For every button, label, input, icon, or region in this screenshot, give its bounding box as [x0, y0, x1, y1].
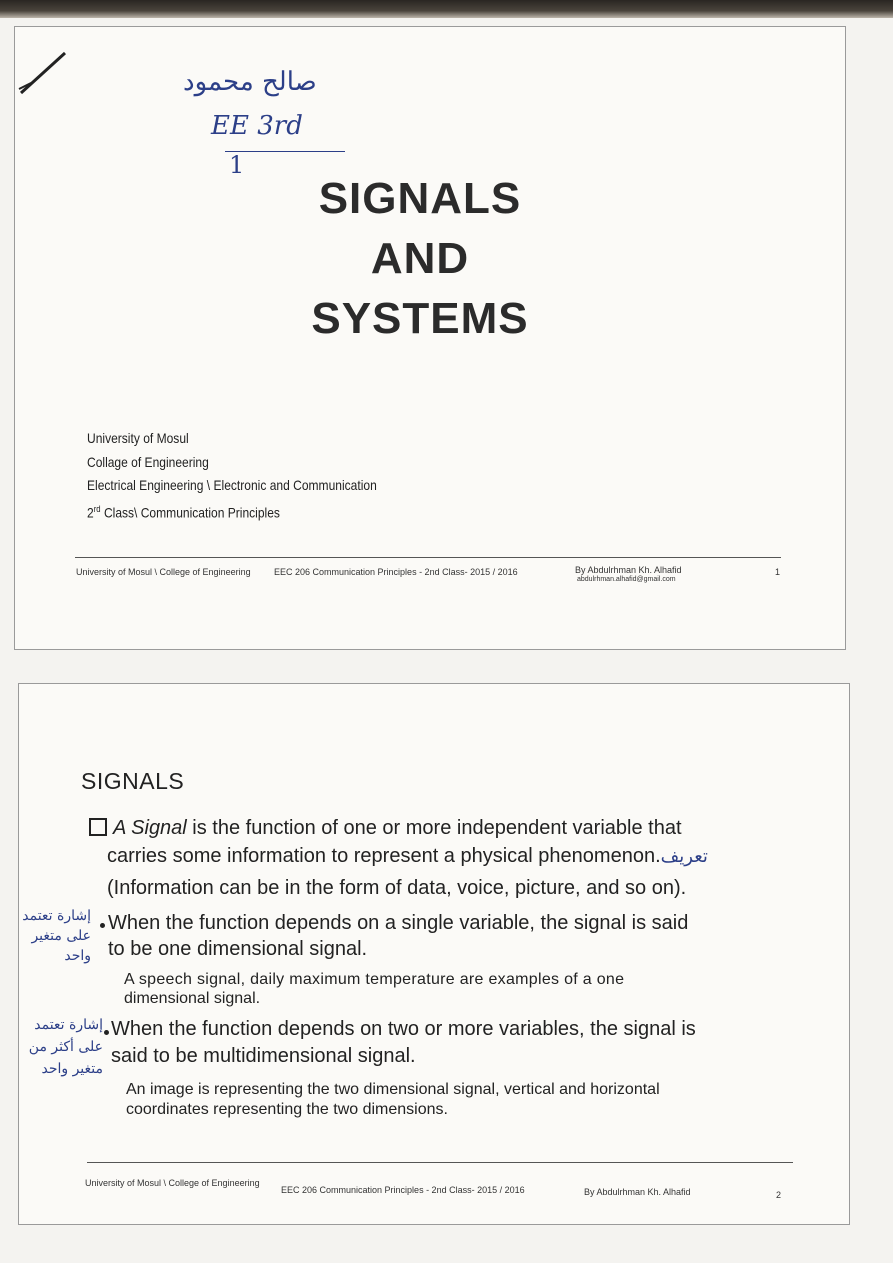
- handwritten-class: EE 3rd: [211, 111, 303, 141]
- checkmark-icon: [17, 49, 69, 97]
- footer-university: University of Mosul \ College of Engineering: [85, 1178, 260, 1188]
- handwritten-note-definition: تعريف: [660, 846, 708, 867]
- section-heading: SIGNALS: [81, 768, 185, 794]
- bullet-icon: [104, 1030, 109, 1035]
- footer-rule: [87, 1162, 793, 1163]
- checkbox-icon: [89, 818, 107, 836]
- college-name: Collage of Engineering: [87, 453, 209, 470]
- footer-university: University of Mosul \ College of Engineering: [76, 567, 251, 577]
- bullet-2-example-1: An image is representing the two dimensional signal, vertical and horizontal: [126, 1081, 660, 1098]
- definition-line-1: is the function of one or more independent variable that: [186, 817, 682, 839]
- bullet-1-example-2: dimensional signal.: [124, 990, 261, 1007]
- bullet-2-line-2: said to be multidimensional signal.: [111, 1045, 416, 1067]
- title-line-2: AND: [370, 234, 470, 283]
- page-number: 1: [775, 567, 781, 577]
- footer-rule: [75, 557, 781, 558]
- class-info: 2rd Class\ Communication Principles: [87, 503, 280, 521]
- bullet-2-example-2: coordinates representing the two dimensions.: [126, 1101, 448, 1118]
- bullet-1-line-1: When the function depends on a single variable, the signal is said: [108, 912, 689, 934]
- institution-info: [87, 427, 377, 525]
- bullet-icon: [100, 923, 105, 928]
- footer-email: abdulrhman.alhafid@gmail.com: [577, 576, 676, 583]
- handwritten-note-2: إشارة تعتمد على أكثر من متغير واحد: [28, 1017, 103, 1077]
- definition-line-3: (Information can be in the form of data, voice, picture, and so on).: [107, 877, 687, 899]
- slide-1: [14, 26, 846, 650]
- signal-definition: [89, 817, 682, 840]
- page-number: 2: [776, 1190, 782, 1200]
- scan-top-edge: [0, 0, 893, 18]
- department-name: Electrical Engineering \ Electronic and Communication: [87, 477, 377, 493]
- title-line-1: SIGNALS: [318, 174, 522, 223]
- slide-title: [275, 169, 565, 349]
- university-name: University of Mosul: [87, 430, 189, 446]
- signal-term: A Signal: [113, 817, 187, 839]
- handwritten-name: صالح محمود: [183, 67, 317, 97]
- bullet-2-line-1: When the function depends on two or more variables, the signal is: [111, 1018, 696, 1040]
- definition-line-2: carries some information to represent a physical phenomenon.تعريف: [107, 845, 708, 867]
- handwritten-mark: 1: [229, 151, 245, 179]
- footer-author: By Abdulrhman Kh. Alhafid: [584, 1187, 691, 1197]
- handwritten-note-1: إشارة تعتمد على متغير واحد: [22, 908, 91, 964]
- footer-author: By Abdulrhman Kh. Alhafid: [575, 565, 682, 575]
- slide-2: [18, 683, 850, 1225]
- bullet-1-line-2: to be one dimensional signal.: [108, 938, 368, 960]
- bullet-1-example-1: A speech signal, daily maximum temperature are examples of a one: [124, 971, 625, 988]
- footer-course: EEC 206 Communication Principles - 2nd Class- 2015 / 2016: [281, 1185, 525, 1195]
- footer-course: EEC 206 Communication Principles - 2nd Class- 2015 / 2016: [274, 567, 518, 577]
- title-line-3: SYSTEMS: [311, 294, 529, 343]
